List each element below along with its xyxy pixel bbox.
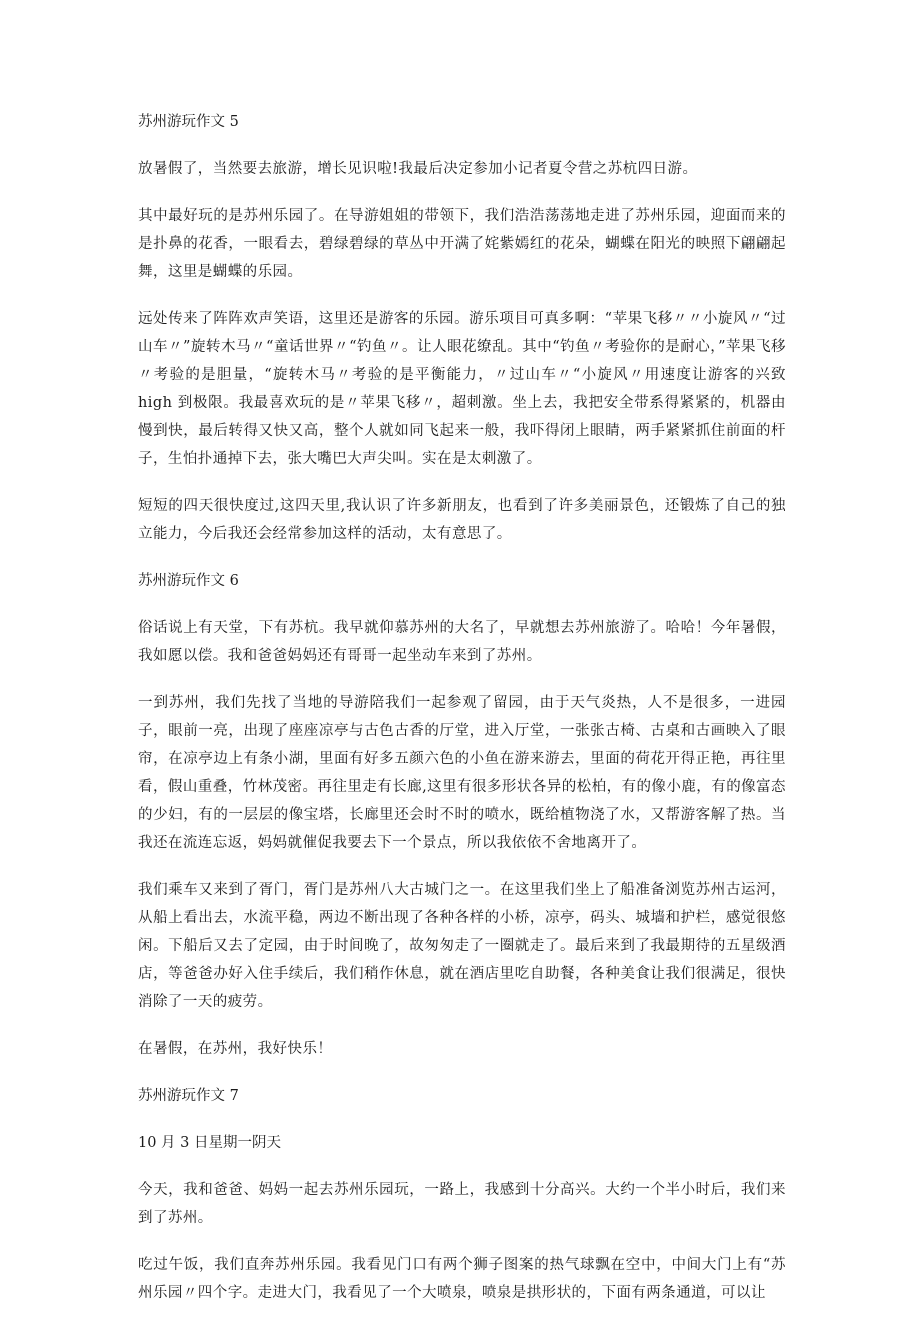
- diary-date-line: 10 月 3 日星期一阴天: [138, 1135, 282, 1151]
- paragraph: 在暑假，在苏州，我好快乐！: [138, 1041, 333, 1057]
- paragraph: 远处传来了阵阵欢声笑语，这里还是游客的乐园。游乐项目可真多啊：“苹果飞移〃〃小旋风〃“过山车〃”旋转木马〃“童话世界〃“钓鱼〃。让人眼花缭乱。其中“钓鱼〃考验你的是耐心，”苹果飞移〃考验的是胆量，“旋转木马〃考验的是平衡能力，〃过山车〃“小旋风〃用速度让游客的兴致 high 到极限。我最喜欢玩的是〃苹果飞移〃，超刺激。坐上去，我把安全带系得紧紧的，机器由慢到快，最后转得又快又高，整个人就如同飞起来一般，我吓得闭上眼睛，两手紧紧抓住前面的杆子，生怕扑通掉下去，张大嘴巴大声尖叫。实在是太刺激了。: [138, 311, 786, 467]
- section-heading: 苏州游玩作文 7: [138, 1088, 239, 1104]
- paragraph: 今天，我和爸爸、妈妈一起去苏州乐园玩，一路上，我感到十分高兴。大约一个半小时后，我们来到了苏州。: [138, 1182, 786, 1226]
- section-heading: 苏州游玩作文 6: [138, 573, 239, 589]
- paragraph: 放暑假了，当然要去旅游，增长见识啦!我最后决定参加小记者夏令营之苏杭四日游。: [138, 161, 698, 177]
- document-page: [138, 108, 786, 1326]
- paragraph: 短短的四天很快度过,这四天里,我认识了许多新朋友，也看到了许多美丽景色，还锻炼了自己的独立能力，今后我还会经常参加这样的活动，太有意思了。: [138, 498, 786, 542]
- section-heading: 苏州游玩作文 5: [138, 114, 239, 130]
- paragraph: 俗话说上有天堂，下有苏杭。我早就仰慕苏州的大名了，早就想去苏州旅游了。哈哈！今年暑假，我如愿以偿。我和爸爸妈妈还有哥哥一起坐动车来到了苏州。: [138, 620, 786, 664]
- paragraph: 其中最好玩的是苏州乐园了。在导游姐姐的带领下，我们浩浩荡荡地走进了苏州乐园，迎面而来的是扑鼻的花香，一眼看去，碧绿碧绿的草丛中开满了姹紫嫣红的花朵，蝴蝶在阳光的映照下翩翩起舞，这里是蝴蝶的乐园。: [138, 208, 786, 280]
- paragraph: 我们乘车又来到了胥门，胥门是苏州八大古城门之一。在这里我们坐上了船准备浏览苏州古运河，从船上看出去，水流平稳，两边不断出现了各种各样的小桥，凉亭，码头、城墙和护栏，感觉很悠闲。下船后又去了定园，由于时间晚了，故匆匆走了一圈就走了。最后来到了我最期待的五星级酒店，等爸爸办好入住手续后，我们稍作休息，就在酒店里吃自助餐，各种美食让我们很满足，很快消除了一天的疲劳。: [138, 882, 786, 1010]
- paragraph: 一到苏州，我们先找了当地的导游陪我们一起参观了留园，由于天气炎热，人不是很多，一进园子，眼前一亮，出现了座座凉亭与古色古香的厅堂，进入厅堂，一张张古椅、古桌和古画映入了眼帘，在凉亭边上有条小湖，里面有好多五颜六色的小鱼在游来游去，里面的荷花开得正艳，再往里看，假山重叠，竹林茂密。再往里走有长廊,这里有很多形状各异的松柏，有的像小鹿，有的像富态的少妇，有的一层层的像宝塔，长廊里还会时不时的喷水，既给植物浇了水，又帮游客解了热。当我还在流连忘返，妈妈就催促我要去下一个景点，所以我依依不舍地离开了。: [138, 695, 786, 851]
- paragraph: 吃过午饭，我们直奔苏州乐园。我看见门口有两个狮子图案的热气球飘在空中，中间大门上有“苏州乐园〃四个字。走进大门，我看见了一个大喷泉，喷泉是拱形状的，下面有两条通道，可以让: [138, 1257, 786, 1301]
